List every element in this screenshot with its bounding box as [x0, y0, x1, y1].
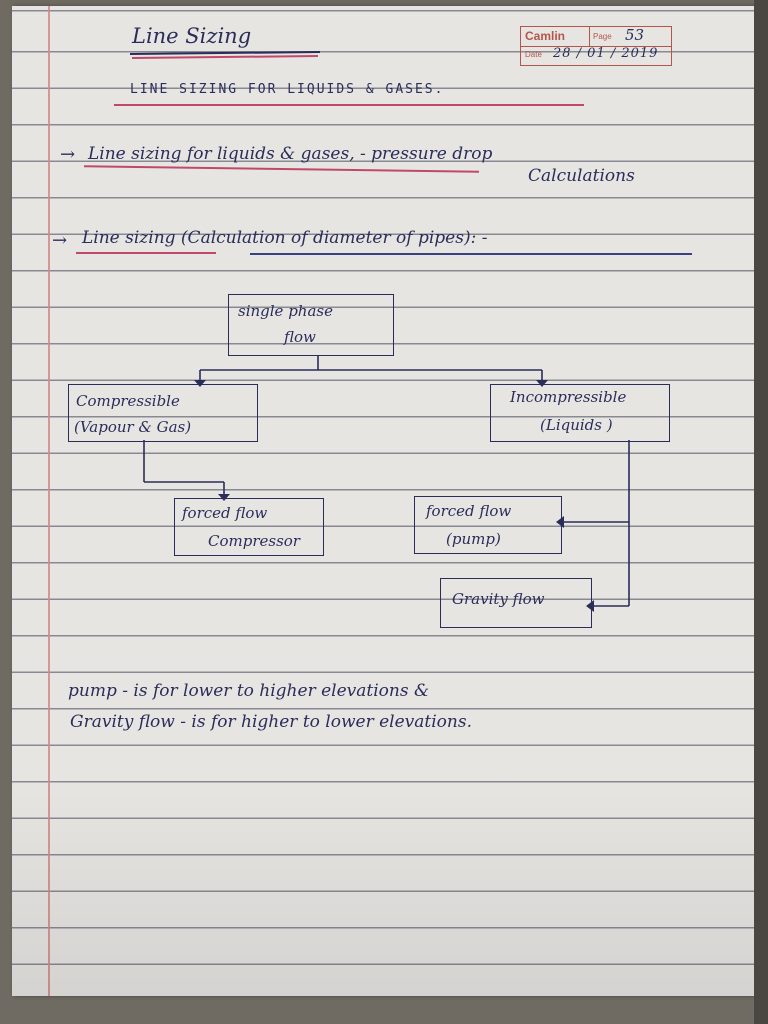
arrow-icon: →: [52, 230, 68, 251]
label-compressible-line1: Compressible: [76, 392, 180, 410]
label-single-phase-line2: flow: [284, 328, 316, 346]
label-forced-pump-line1: forced flow: [426, 502, 512, 520]
section-heading: LINE SIZING FOR LIQUIDS & GASES.: [130, 82, 445, 97]
stamp-brand: Camlin: [525, 29, 566, 43]
arrow-icon: →: [60, 144, 76, 165]
label-compressible-line2: (Vapour & Gas): [74, 418, 192, 436]
stamp-date-value: 28 / 01 / 2019: [553, 46, 659, 61]
stamp-page-label: Page: [593, 32, 612, 41]
label-single-phase-line1: single phase: [238, 302, 333, 320]
stamp-page-value: 53: [625, 26, 645, 44]
note-gravity-flow: Gravity flow - is for higher to lower elevations.: [70, 712, 472, 732]
label-forced-compressor-line1: forced flow: [182, 504, 268, 522]
label-gravity-flow: Gravity flow: [452, 590, 545, 608]
label-incompressible-line2: (Liquids ): [540, 416, 613, 434]
page-title: Line Sizing: [132, 24, 252, 48]
label-forced-pump-line2: (pump): [446, 530, 501, 548]
statement-line-sizing: Line sizing (Calculation of diameter of pipes): -: [82, 228, 488, 248]
statement-pressure-drop-cont: Calculations: [528, 166, 635, 186]
label-forced-compressor-line2: Compressor: [208, 532, 300, 550]
stamp-date-label: Date: [525, 50, 542, 59]
notebook-page: [12, 6, 754, 996]
label-incompressible-line1: Incompressible: [510, 388, 627, 406]
note-pump: pump - is for lower to higher elevations &: [68, 681, 430, 701]
flowchart-connectors: [12, 6, 754, 996]
notebook-edge: [754, 0, 768, 1024]
statement-pressure-drop: Line sizing for liquids & gases, - pressure drop: [88, 144, 493, 164]
